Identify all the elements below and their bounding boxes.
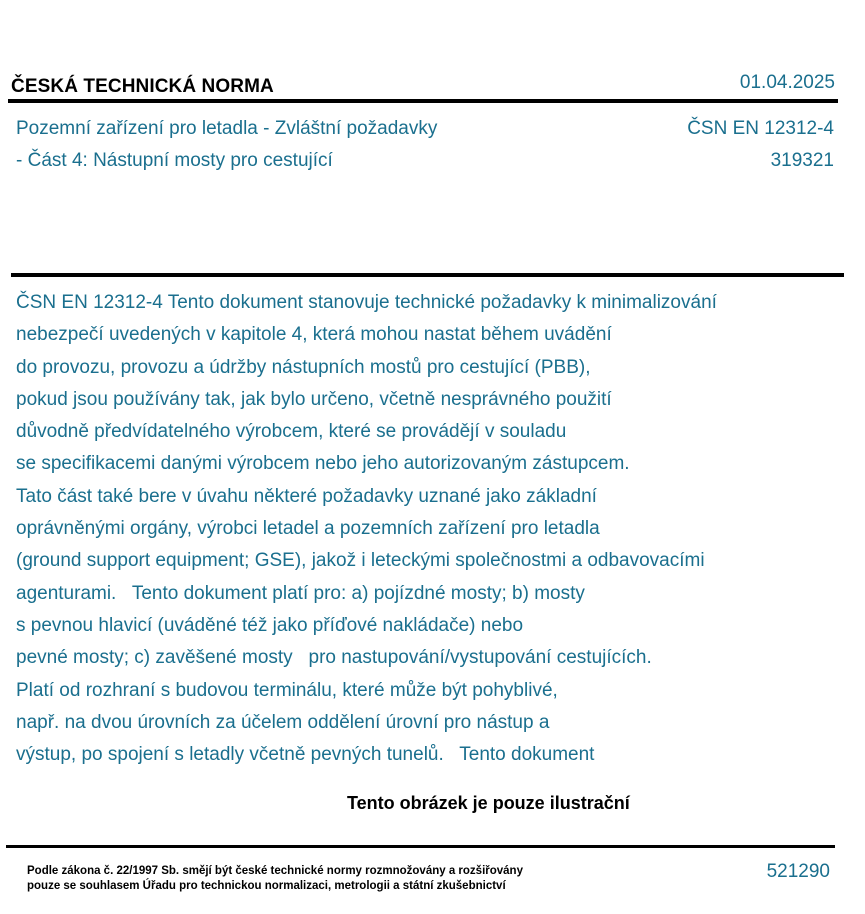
abstract-line: pevné mosty; c) zavěšené mosty pro nastupování/vystupování cestujících. [16, 647, 652, 669]
illustration-note: Tento obrázek je pouze ilustrační [347, 793, 630, 813]
abstract-line: ČSN EN 12312-4 Tento dokument stanovuje technické požadavky k minimalizování [16, 292, 717, 313]
footer-rule [6, 845, 835, 848]
copyright-line-2: pouze se souhlasem Úřadu pro technickou normalizaci, metrologii a státní zkušebnictví [27, 880, 506, 892]
abstract-line: se specifikacemi danými výrobcem nebo jeho autorizovaným zástupcem. [16, 453, 630, 475]
abstract-line: důvodně předvídatelného výrobcem, které se provádějí v souladu [16, 421, 567, 443]
abstract-line: oprávněnými orgány, výrobci letadel a pozemních zařízení pro letadla [16, 518, 600, 540]
abstract-line: např. na dvou úrovních za účelem oddělení úrovní pro nástup a [16, 711, 550, 733]
standard-title-line-1: Pozemní zařízení pro letadla - Zvláštní požadavky [16, 118, 438, 139]
abstract-line: Tato část také bere v úvahu některé požadavky uznané jako základní [16, 485, 597, 507]
abstract-line: pokud jsou používány tak, jak bylo určeno, včetně nesprávného použití [16, 388, 612, 410]
catalog-code: 521290 [766, 861, 830, 882]
copyright-notice [27, 864, 523, 894]
abstract-line: Platí od rozhraní s budovou terminálu, které může být pohyblivé, [16, 679, 558, 701]
classification-code: 319321 [770, 150, 834, 171]
abstract-line: s pevnou hlavicí (uváděné též jako příďové nakládače) nebo [16, 614, 524, 636]
abstract-text [16, 287, 717, 771]
abstract-line: agenturami. Tento dokument platí pro: a) pojízdné mosty; b) mosty [16, 582, 585, 604]
header-rule [8, 99, 838, 103]
standard-designation: ČSN EN 12312-4 [687, 118, 834, 139]
document-type-heading: ČESKÁ TECHNICKÁ NORMA [11, 76, 274, 97]
abstract-line: nebezpečí uvedených v kapitole 4, která mohou nastat během uvádění [16, 324, 612, 346]
copyright-line-1: Podle zákona č. 22/1997 Sb. smějí být české technické normy rozmnožovány a rozšiřovány [27, 865, 523, 877]
abstract-line: (ground support equipment; GSE), jakož i leteckými společnostmi a odbavovacími [16, 550, 705, 572]
issue-date: 01.04.2025 [739, 72, 835, 93]
section-rule [11, 273, 844, 277]
abstract-line: do provozu, provozu a údržby nástupních mostů pro cestující (PBB), [16, 356, 591, 378]
standard-title-line-2: - Část 4: Nástupní mosty pro cestující [16, 150, 333, 171]
abstract-line: výstup, po spojení s letadly včetně pevných tunelů. Tento dokument [16, 744, 595, 766]
